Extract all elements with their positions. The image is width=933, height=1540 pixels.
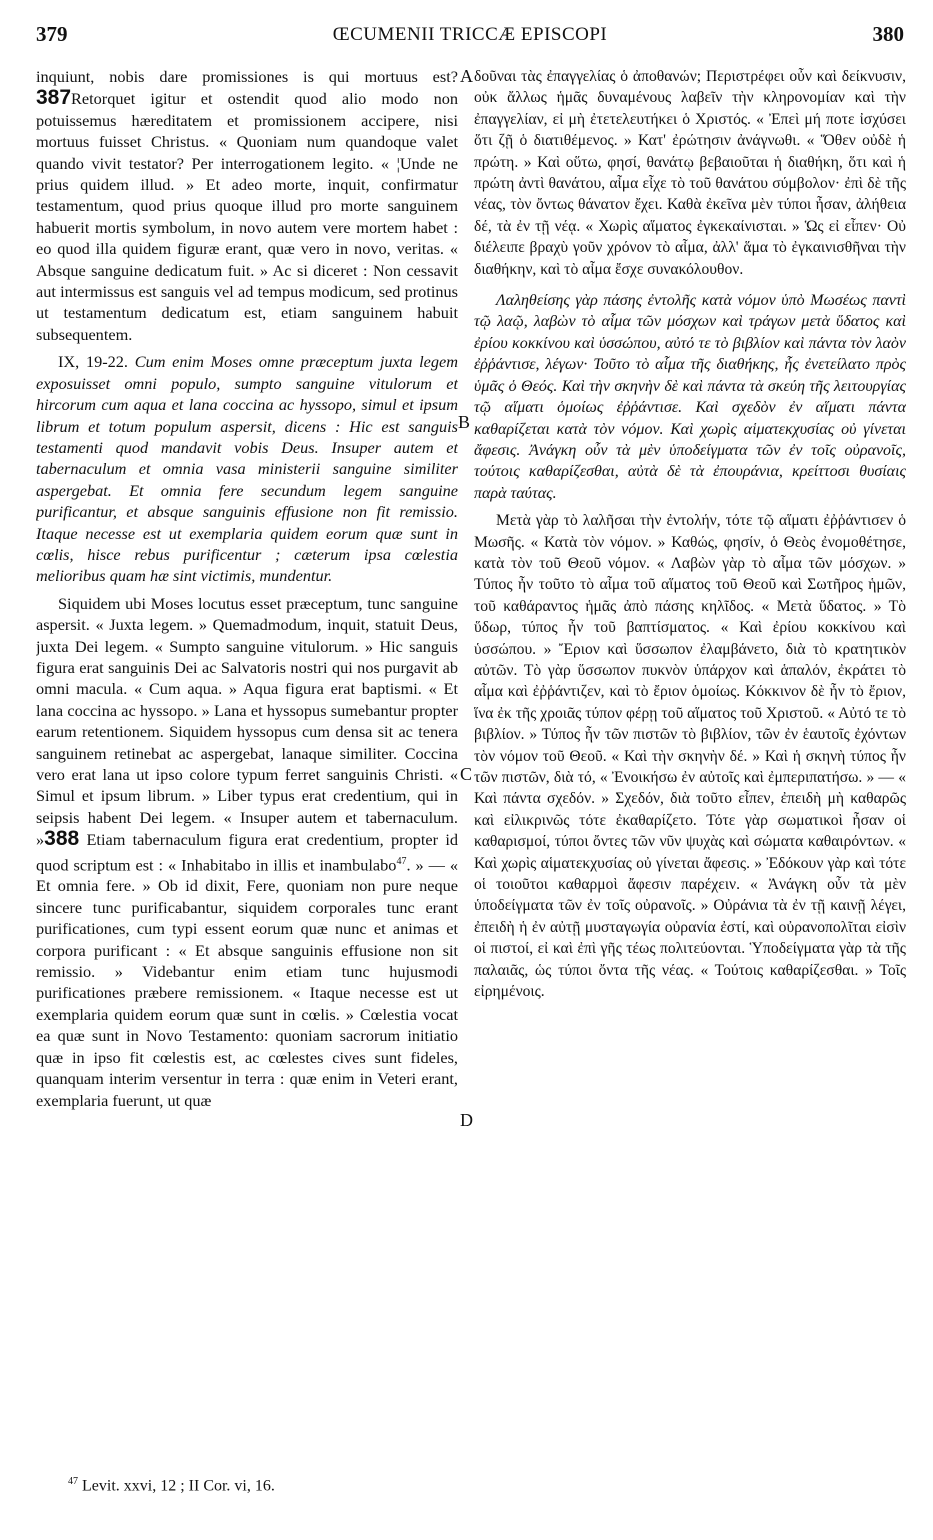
latin-text: inquiunt, nobis dare promissiones is qui mortuus est?: [36, 67, 458, 86]
greek-paragraph-1: δοῦναι τὰς ἐπαγγελίας ὁ ἀποθανών; Περιστρέφει οὖν καὶ δείκνυσιν, οὐκ ἄλλως ἡμᾶς δυναμένους λαβεῖν τὴν κληρονομίαν καὶ τὴν ἐπαγγελίαν, εἰ μὴ ἐτετελευτήκει ὁ Χριστός. « Ἐπεὶ μή ποτε ἰσχύσει ὅτι ζῇ ὁ διατιθέμενος. » Κατ' ἐρώτησιν ἀνάγνωθι. « Ὅθεν οὐδὲ ἡ πρώτη. » Καὶ οὕτω, φησί, θανάτῳ βεβαιοῦται ἡ διαθήκη, ὅτι καὶ ἡ πρώτη ἀντὶ θανάτου, αἷμα εἶχε τὸ τοῦ θανάτου σύμβολον· ἐπὶ δὲ τῆς νέας, τὸν ὄντως θάνατον ἔχει. Καθὰ ἐκεῖνα μὲν τύποι ἦσαν, ἀλήθεια δέ, τὰ ἐν τῇ νέᾳ. « Χωρὶς αἵματος ἐγκεκαίνισται. » Ὡς εἰ εἶπεν· Οὐ διέλειπε βραχὺ γοῦν χρόνον τὸ αἷμα, ἀλλ' ἅμα τὸ ἐγκαινισθῆναι τὴν διαθήκην, καὶ τὸ αἷμα ἔσχε συνακόλουθον.: [474, 68, 906, 278]
section-reference: IX, 19-22.: [58, 352, 129, 372]
greek-scripture: Λαληθείσης γὰρ πάσης ἐντολῆς κατὰ νόμον ὑπὸ Μωσέως παντὶ τῷ λαῷ, λαβὼν τὸ αἷμα τῶν μόσχων καὶ τράγων μετὰ ὕδατος καὶ ἐρίου κοκκίνου καὶ ὑσσώπου, αὐτό τε τὸ βιβλίον καὶ πάντα τὸν λαὸν ἐῤῥάντισε, λέγων· Τοῦτο τὸ αἷμα τῆς διαθήκης, ἧς ἐνετείλατο πρὸς ὑμᾶς ὁ Θεός. Καὶ τὴν σκηνὴν δὲ καὶ πάντα τὰ σκεύη τῆς λειτουργίας τῷ αἵματι ὁμοίως ἐῤῥάντισε. Καὶ σχεδὸν ἐν αἵματι πάντα καθαρίζεται κατὰ τὸν νόμον. Καὶ χωρὶς αἱματεκχυσίας οὐ γίνεται ἄφεσις. Ἀνάγκη οὖν τὰ μὲν ὑποδείγματα τῶν ἐν τοῖς οὐρανοῖς, τούτοις καθαρίζεσθαι, αὐτὰ δὲ τὰ ἐπουράνια, κρείττοσι θυσίαις παρὰ ταύτας.: [474, 292, 906, 502]
greek-paragraph-2: Μετὰ γὰρ τὸ λαλῆσαι τὴν ἐντολήν, τότε τῷ αἵματι ἐῤῥάντισεν ὁ Μωσῆς. « Κατὰ τὸν νόμον. » Καθώς, φησίν, ὁ Θεὸς ἐνομοθέτησε, κατὰ τὸν τοῦ Θεοῦ νόμον. « Λαβὼν γὰρ τὸ αἷμα τῶν μόσχων. » Τύπος ἦν τοῦτο τὸ αἷμα τοῦ αἵματος τοῦ Θεοῦ καὶ Σωτῆρος ἡμῶν, τοῦ καθάραντος ἡμᾶς ἀπὸ πάσης κηλῖδος. « Μετὰ ὕδατος. » Τὸ ὕδωρ, τύπος ἦν τοῦ βαπτίσματος. « Καὶ ἐρίου κοκκίνου καὶ ὑσσώπου. » Ἔριον καὶ ὕσσωπον ἐλαμβάνετο, διὰ τὸ κρατητικὸν αὐτῶν. Τὸ γὰρ ὕσσωπον πυκνὸν ὑπάρχον καὶ ἁπαλόν, ἐκράτει τὸ αἷμα καὶ ἐῤῥάντιζεν, καὶ τὸ ἔριον ὁμοίως. Κόκκινον δὲ ἦν τὸ ἔριον, ἵνα ἐκ τῆς χροιᾶς τύπον φέρῃ τοῦ αἵματος τοῦ Χριστοῦ. « Αὐτό τε τὸ βιβλίον. » Τύπος ἦν τῶν πιστῶν τὸ βιβλίον, τῶν ἐν ἑαυτοῖς ἐχόντων τὸν νόμον τοῦ Θεοῦ. « Καὶ τὴν σκηνὴν δέ. » Καὶ ἡ σκηνὴ τύπος ἦν τῶν πιστῶν, διὰ τό, « Ἐνοικήσω ἐν αὐτοῖς καὶ ἐμπεριπατήσω. » — « Καὶ πάντα σχεδόν. » Σχεδόν, διὰ τοῦτο εἶπεν, ἐπειδὴ μὴ καθαρῶς καὶ εἰλικρινῶς τότε ἐκαθαρίζετο. Τότε γὰρ σωματικοὶ ἦσαν οἱ καθαρισμοί, τύποι ὄντες τῶν νῦν ψυχὰς καὶ σώματα καθαιρόντων. « Καὶ χωρὶς αἱματεκχυσίας οὐ γίνεται ἄφεσις. » Ἐδόκουν γὰρ καὶ τότε οἱ τοιοῦτοι καθαρμοὶ ἄφεσιν παρέχειν. « Ἀνάγκη οὖν τὰ μὲν ὑποδείγματα τῶν ἐν τοῖς οὐρανοῖς. » Οὐράνια τὰ ἐν τῇ καινῇ λέγει, ἐπειδὴ ἡ ἐν αὐτῇ μυσταγωγία οὐρανία ἐστί, καὶ οὐρανοπολῖται εἰσὶν οἱ πιστοί, εἰ καὶ ἐπὶ γῆς τέως πολιτεύονται. Ὑποδείγματα γὰρ τὰ τῆς παλαιᾶς, ὡς τύποι ὄντα τῆς νέας. « Τούτοις καθαρίζεσθαι. » Τοῖς εἰρημένοις.: [474, 512, 906, 1001]
margin-marker-d: D: [460, 1110, 473, 1130]
page-number-right: 380: [872, 22, 904, 46]
footnote: [68, 1476, 275, 1495]
latin-text: Siquidem ubi Moses locutus esset præceptum, tunc sanguine aspersit. « Juxta legem. » Quemadmodum, inquit, statuit Deus, juxta Dei legem. « Sumpto sanguine vitulorum. » Hic sanguis figura erat sanguinis Dei ac Salvatoris nostri qui nos purgavit ab omni macula. « Cum aqua. » Aqua figura erat baptismi. « Et lana coccina ac hyssopo. » Lana et hyssopus sumebantur propter earum retentionem. Siquidem hyssopus cum densa sit ac tenera sanguinem retinebat ac aspergebat, lanaque similiter. Coccina vero erat lana ut ipso colore typum ferret sanguinis Christi. « Simul et ipsum librum. » Liber typus erat credentium, qui in seipsis habent Dei legem. « Insuper autem et tabernaculum. »: [36, 593, 458, 850]
latin-text: Retorquet igitur et ostendit quod alio modo non potuissemus hæreditatem et promissionem accipere, nisi mortuus fuisset Christus. « Quoniam num quandoque valet quando vivit testator? Per interrogationem legito. « ¦Unde ne prius quidem illud. » Et adeo morte, inquit, confirmatur testamentum, quod prius quoque illud pro morte sanguinem habuerit mortis symbolum, in novo autem vere mortem habet : eo quod illa quidem figuræ erant, quæ vero in novo, veritas. « Absque sanguine dedicatum fuit. » Ac si diceret : Non cessavit aut intermissus est sanguis vel ad tempus modicum, sed protinus ut testamentum dedicatum est, etiam sanguinem habuit subsequentem.: [36, 89, 458, 344]
scripture-text: Cum enim Moses omne præceptum juxta legem exposuisset omni populo, sumpto sanguine vitulorum et hircorum cum aqua et lana coccina ac hyssopo, simul et ipsum librum et totum populum aspersit, dicens : Hic est sanguis testamenti quod mandavit vobis Deus. Insuper autem et tabernaculum et omnia vasa ministerii sanguine similiter aspergebat. Et omnia fere secundum legem sanguine purificantur, et absque sanguinis effusione non fit remissio. Itaque necesse est ut exemplaria quidem eorum quæ sunt in cœlis, hisce rebus purificentur ; cæterum ipsa cœlestia melioribus quam hæ sint victimis, mundentur.: [36, 352, 458, 586]
footnote-text: Levit. xxvi, 12 ; II Cor. vi, 16.: [82, 1477, 275, 1495]
running-title: ŒCUMENII TRICCÆ EPISCOPI: [332, 24, 608, 45]
margin-marker-c: C: [460, 764, 473, 784]
footnote-reference: 47: [396, 855, 407, 867]
column-number: 388: [44, 827, 80, 851]
latin-column: [36, 66, 458, 1466]
latin-paragraph-2: [36, 593, 458, 1111]
greek-column: [474, 66, 906, 1466]
latin-text: Etiam tabernaculum figura erat credentium, propter id quod scriptum est : « Inhabitabo in illis et inambulabo: [36, 830, 458, 875]
latin-text: . » — « Et omnia fere. » Ob id dixit, Fere, quoniam non pure neque sincere tunc purificabantur, siquidem corporales tunc erant purificationes, cum typi essent eorum quæ nunc et animas et corpora purificant : « Et absque sanguinis effusione non sit remissio. » Videbantur enim etiam tunc hujusmodi purificationes præbere remissionem. « Itaque necesse est ut exemplaria quidem eorum quæ sunt in cœlis. » Cœlestia vocat ea quæ sunt in Novo Testamento: quoniam sacrorum initiatio quæ in ipso fit cœlestis est, ac cœlestes cives sunt fideles, quanquam interim versentur in terra : quæ enim in Veteri erant, exemplaria fuerunt, ut quæ: [36, 855, 458, 1110]
column-number: 387: [36, 86, 72, 110]
latin-scripture: [36, 351, 458, 586]
latin-paragraph-1: [36, 66, 458, 345]
footnote-mark: 47: [68, 1476, 78, 1487]
margin-marker-b: B: [458, 412, 471, 432]
margin-marker-a: A: [460, 66, 473, 86]
page-number-left: 379: [36, 22, 68, 46]
page-header: [36, 22, 904, 56]
